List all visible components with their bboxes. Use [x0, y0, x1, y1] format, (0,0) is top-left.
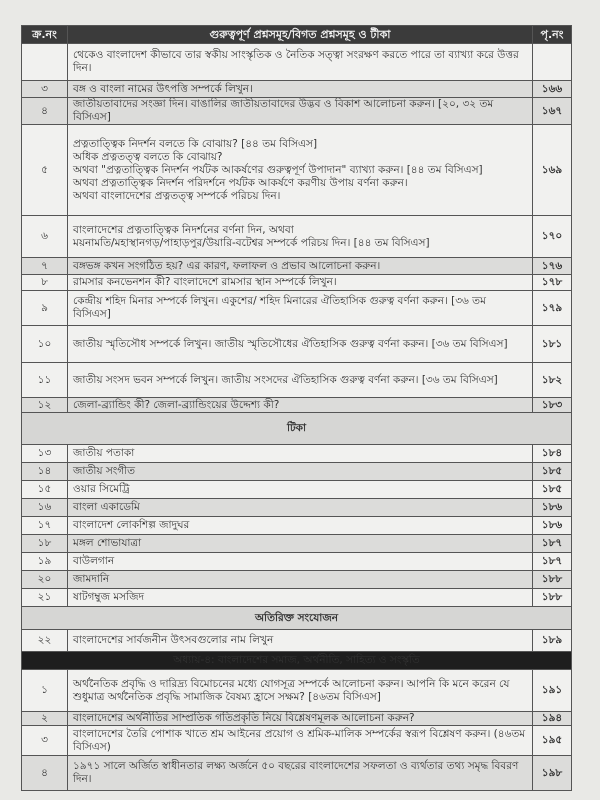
row-serial: ১০	[22, 326, 68, 363]
chapter-title: অধ্যায়-৪: বাংলাদেশের সমাজ, অর্থনীতি, সাহিত্য ও সংস্কৃতি	[22, 652, 572, 670]
row-question: জাতীয়তাবাদের সংজ্ঞা দিন। বাঙালির জাতীয়তাবাদের উদ্ভব ও বিকাশ আলোচনা করুন। [২০, ৩২ তম বিসিএস]	[68, 98, 533, 125]
row-serial: ৭	[22, 258, 68, 275]
table-row	[22, 216, 572, 258]
row-page-number: ১৮৪	[533, 445, 572, 463]
row-page-number: ১৬৬	[533, 81, 572, 98]
row-question: বঙ্গভঙ্গ কখন সংগঠিত হয়? এর কারণ, ফলাফল ও প্রভাব আলোচনা করুন।	[68, 258, 533, 275]
row-page-number: ১৯৪	[533, 712, 572, 726]
table-row	[22, 630, 572, 652]
table-row	[22, 98, 572, 125]
table-row	[22, 589, 572, 607]
row-serial: ৬	[22, 216, 68, 258]
row-serial: ১৫	[22, 481, 68, 499]
row-serial: ৫	[22, 125, 68, 216]
row-serial: ১২	[22, 398, 68, 413]
chapter-heading-row	[22, 652, 572, 670]
table-row	[22, 445, 572, 463]
table-row	[22, 712, 572, 726]
row-question: জাতীয় সংসদ ভবন সম্পর্কে লিখুন। জাতীয় সংসদের ঐতিহাসিক গুরুত্ব বর্ণনা করুন। [৩৬ তম বিসিএস]	[68, 363, 533, 398]
row-page-number: ১৮৩	[533, 398, 572, 413]
row-question: বাংলা একাডেমি	[68, 499, 533, 517]
row-serial: ১৮	[22, 535, 68, 553]
row-question: জাতীয় পতাকা	[68, 445, 533, 463]
contents-table	[21, 25, 572, 791]
row-page-number: ১৯১	[533, 670, 572, 712]
row-question: জেলা-ব্র্যান্ডিং কী? জেলা-ব্র্যান্ডিংয়ের উদ্দেশ্য কী?	[68, 398, 533, 413]
table-row	[22, 326, 572, 363]
table-header-row	[22, 26, 572, 44]
row-page-number: ১৮৫	[533, 481, 572, 499]
row-question: ওয়ার সিমেট্রি	[68, 481, 533, 499]
row-serial: ২২	[22, 630, 68, 652]
row-page-number: ১৬৭	[533, 98, 572, 125]
row-page-number: ১৯৮	[533, 756, 572, 791]
row-page-number: ১৮৭	[533, 535, 572, 553]
row-serial: ৩	[22, 726, 68, 756]
page-column-header: পৃ.নং	[533, 26, 572, 44]
row-page-number	[533, 44, 572, 81]
row-page-number: ১৮৮	[533, 571, 572, 589]
row-question: রামসার কনভেনশন কী? বাংলাদেশে রামসার স্থান সম্পর্কে লিখুন।	[68, 275, 533, 291]
row-question: কেন্দ্রীয় শহিদ মিনার সম্পর্কে লিখুন। একুশের/ শহিদ মিনারের ঐতিহাসিক গুরুত্ব বর্ণনা করুন। [৩৬ তম বিসিএস]	[68, 291, 533, 326]
table-row	[22, 481, 572, 499]
row-serial: ৩	[22, 81, 68, 98]
row-page-number: ১৮৯	[533, 630, 572, 652]
row-serial: ২	[22, 712, 68, 726]
row-question: বাংলাদেশের তৈরি পোশাক খাতে শ্রম আইনের প্রয়োগ ও শ্রমিক-মালিক সম্পর্কের স্বরূপ বিশ্লেষণ করুন। (৪৬তম বিসিএস)	[68, 726, 533, 756]
table-row	[22, 756, 572, 791]
table-row	[22, 571, 572, 589]
row-page-number: ১৮১	[533, 326, 572, 363]
row-page-number: ১৮৭	[533, 553, 572, 571]
row-serial: ১৪	[22, 463, 68, 481]
row-serial: ১৩	[22, 445, 68, 463]
table-row	[22, 258, 572, 275]
row-serial: ১	[22, 670, 68, 712]
table-row	[22, 726, 572, 756]
section-heading-row	[22, 607, 572, 630]
row-question: জাতীয় সংগীত	[68, 463, 533, 481]
section-title: অতিরিক্ত সংযোজন	[22, 607, 572, 630]
row-serial: ১৬	[22, 499, 68, 517]
table-row	[22, 670, 572, 712]
row-serial: ১১	[22, 363, 68, 398]
row-question: বাংলাদেশ লোকশিল্প জাদুঘর	[68, 517, 533, 535]
row-page-number: ১৮৫	[533, 463, 572, 481]
row-serial: ২১	[22, 589, 68, 607]
section-title: টিকা	[22, 413, 572, 445]
table-row	[22, 499, 572, 517]
row-question: মঙ্গল শোভাযাত্রা	[68, 535, 533, 553]
serial-column-header: ক্র.নং	[22, 26, 68, 44]
row-question: থেকেও বাংলাদেশ কীভাবে তার স্বকীয় সাংস্কৃতিক ও নৈতিক সত্ত্বা সংরক্ষণ করতে পারে তা ব্যাখ্যা করে উত্তর দিন।	[68, 44, 533, 81]
row-serial: ৯	[22, 291, 68, 326]
row-page-number: ১৮৮	[533, 589, 572, 607]
table-row	[22, 275, 572, 291]
section-heading-row	[22, 413, 572, 445]
row-page-number: ১৭০	[533, 216, 572, 258]
table-row	[22, 291, 572, 326]
table-row	[22, 81, 572, 98]
table-row	[22, 44, 572, 81]
row-question: বাংলাদেশের প্রত্নতাত্ত্বিক নিদর্শনের বর্ণনা দিন, অথবা ময়নামতি/মহাস্থানগড়/পাহাড়পুর/উয়ারি-বটেশ্বর সম্পর্কে পরিচয় দিন। [৪৪ তম বিসিএস]	[68, 216, 533, 258]
row-serial: ৮	[22, 275, 68, 291]
row-page-number: ১৮৬	[533, 499, 572, 517]
table-row	[22, 517, 572, 535]
table-row	[22, 553, 572, 571]
row-question: বাংলাদেশের অর্থনীতির সাম্প্রতিক গতিপ্রকৃতি নিয়ে বিশ্লেষণমূলক আলোচনা করুন?	[68, 712, 533, 726]
row-serial	[22, 44, 68, 81]
row-question: বঙ্গ ও বাংলা নামের উৎপত্তি সম্পর্কে লিখুন।	[68, 81, 533, 98]
row-question: জামদানি	[68, 571, 533, 589]
row-page-number: ১৮২	[533, 363, 572, 398]
row-serial: ৪	[22, 98, 68, 125]
row-page-number: ১৮৬	[533, 517, 572, 535]
row-serial: ১৯	[22, 553, 68, 571]
row-page-number: ১৭৯	[533, 291, 572, 326]
row-question: বাংলাদেশের সার্বজনীন উৎসবগুলোর নাম লিখুন	[68, 630, 533, 652]
row-question: ১৯৭১ সালে অর্জিত স্বাধীনতার লক্ষ্য অর্জনে ৫০ বছরের বাংলাদেশের সফলতা ও ব্যর্থতার তথ্য সমৃদ্ধ বিবরণ দিন।	[68, 756, 533, 791]
row-question: বাউলগান	[68, 553, 533, 571]
row-page-number: ১৯৫	[533, 726, 572, 756]
table-row	[22, 398, 572, 413]
row-page-number: ১৭৬	[533, 258, 572, 275]
row-page-number: ১৭৮	[533, 275, 572, 291]
table-row	[22, 363, 572, 398]
row-page-number: ১৬৯	[533, 125, 572, 216]
table-row	[22, 535, 572, 553]
row-question: অর্থনৈতিক প্রবৃদ্ধি ও দারিদ্র্য বিমোচনের মধ্যে যোগসূত্র সম্পর্কে আলোচনা করুন। আপনি কি মনে করেন যে শুধুমাত্র অর্থনৈতিক প্রবৃদ্ধি সামাজিক বৈষম্য হ্রাসে সক্ষম? [৪৬তম বিসিএস]	[68, 670, 533, 712]
row-question: জাতীয় স্মৃতিসৌধ সম্পর্কে লিখুন। জাতীয় স্মৃতিসৌধের ঐতিহাসিক গুরুত্ব বর্ণনা করুন। [৩৬ তম বিসিএস]	[68, 326, 533, 363]
row-question: প্রত্নতাত্ত্বিক নিদর্শন বলতে কি বোঝায়? [৪৪ তম বিসিএস] অধিক প্রত্নতত্ত্ব বলতে কি বোঝায়? অথবা "প্রত্নতাত্ত্বিক নিদর্শন পর্যটক আকর্ষণের গুরুত্বপূর্ণ উপাদান" ব্যাখ্যা করুন। [৪৪ তম বিসিএস] অথবা প্রত্নতাত্ত্বিক নিদর্শন পরিদর্শনে পর্যটক আকর্ষণে করণীয় উপায় বর্ণনা করুন। অথবা বাংলাদেশের প্রত্নতত্ত্ব সম্পর্কে পরিচয় দিন।	[68, 125, 533, 216]
table-row	[22, 125, 572, 216]
title-column-header: গুরুত্বপূর্ণ প্রশ্নসমূহ/বিগত প্রশ্নসমূহ ও টীকা	[68, 26, 533, 44]
row-serial: ২০	[22, 571, 68, 589]
row-serial: ৪	[22, 756, 68, 791]
row-serial: ১৭	[22, 517, 68, 535]
row-question: ষাটগম্বুজ মসজিদ	[68, 589, 533, 607]
table-row	[22, 463, 572, 481]
